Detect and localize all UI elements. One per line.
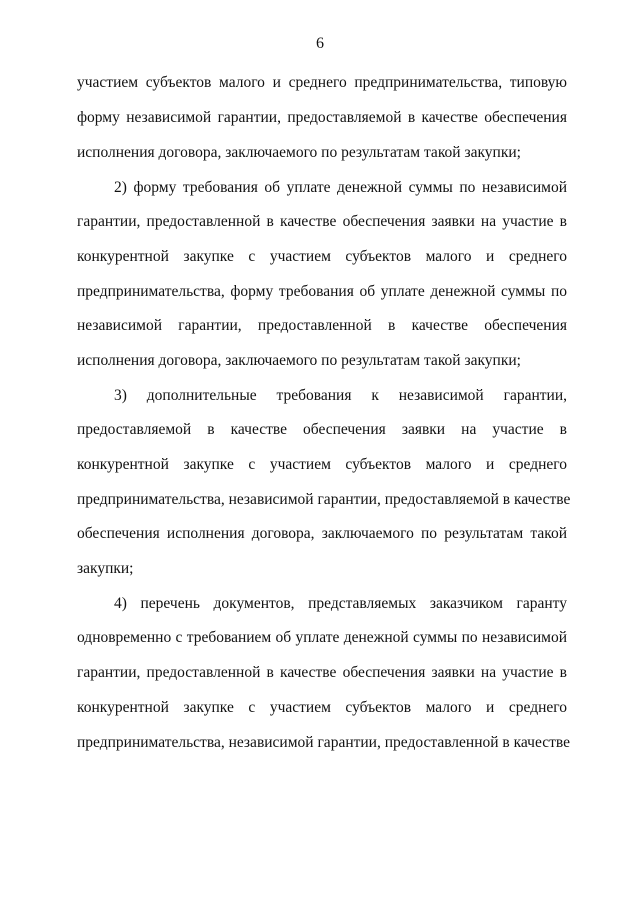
text-line: форму независимой гарантии, предоставляемой в качестве обеспечения: [77, 109, 567, 126]
text-line: предпринимательства, независимой гарантии, предоставляемой в качестве: [77, 491, 571, 508]
text-line: предпринимательства, независимой гарантии, предоставленной в качестве: [77, 734, 571, 751]
text-line: гарантии, предоставленной в качестве обеспечения заявки на участие в: [77, 213, 567, 230]
text-line: конкурентной закупке с участием субъектов малого и среднего: [77, 456, 567, 473]
text-line: предоставляемой в качестве обеспечения заявки на участие в: [77, 421, 567, 438]
text-line: конкурентной закупке с участием субъектов малого и среднего: [77, 248, 567, 265]
text-line: 2) форму требования об уплате денежной суммы по независимой: [114, 179, 567, 196]
page-number: 6: [316, 35, 324, 52]
text-line: исполнения договора, заключаемого по результатам такой закупки;: [77, 352, 521, 369]
text-line: 3) дополнительные требования к независимой гарантии,: [114, 387, 567, 404]
text-line: 4) перечень документов, представляемых заказчиком гаранту: [114, 595, 567, 612]
text-line: исполнения договора, заключаемого по результатам такой закупки;: [77, 144, 521, 161]
text-line: предпринимательства, форму требования об уплате денежной суммы по: [77, 283, 567, 300]
text-line: закупки;: [77, 560, 134, 577]
text-line: обеспечения исполнения договора, заключаемого по результатам такой: [77, 525, 567, 542]
text-line: независимой гарантии, предоставленной в качестве обеспечения: [77, 317, 567, 334]
text-line: участием субъектов малого и среднего предпринимательства, типовую: [77, 74, 567, 91]
text-line: конкурентной закупке с участием субъектов малого и среднего: [77, 699, 567, 716]
text-line: гарантии, предоставленной в качестве обеспечения заявки на участие в: [77, 664, 567, 681]
text-line: одновременно с требованием об уплате денежной суммы по независимой: [77, 629, 567, 646]
